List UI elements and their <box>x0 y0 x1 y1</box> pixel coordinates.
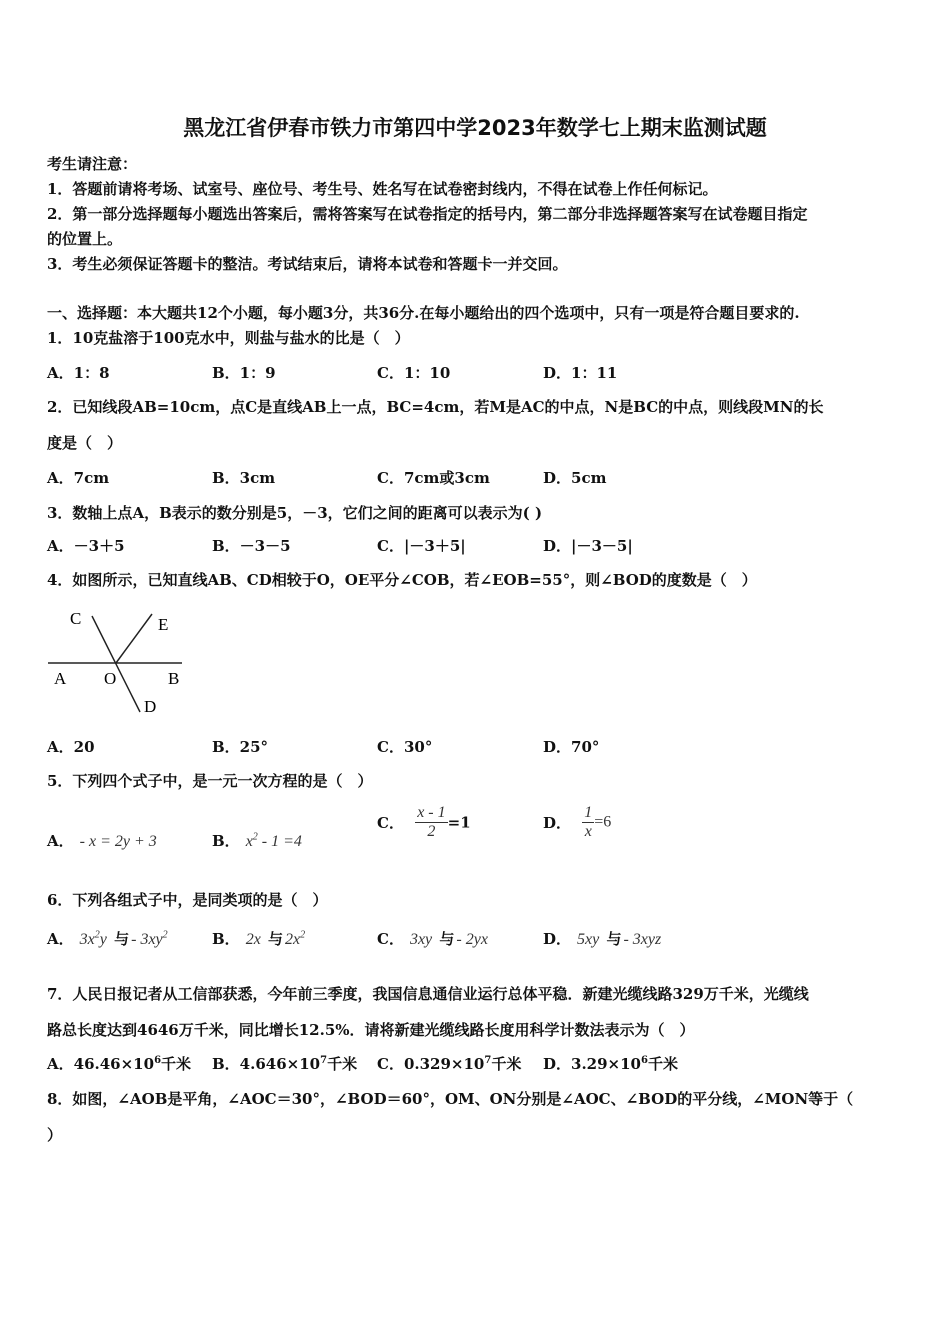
ray-oe <box>116 614 152 663</box>
q4-option-d: D．70° <box>543 738 600 756</box>
q5-c-label: C． <box>377 814 404 832</box>
q6-d-term2: - 3xyz <box>623 931 662 948</box>
notice-item-2-cont: 的位置上。 <box>47 230 123 248</box>
q6-d-with: 与 <box>606 930 622 948</box>
q5-stem: 5．下列四个式子中，是一元一次方程的是（ ） <box>47 772 373 790</box>
q6-option-a <box>47 928 168 949</box>
q7-d-unit: 千米 <box>647 1055 678 1073</box>
page-title: 黑龙江省伊春市铁力市第四中学2023年数学七上期末监测试题 <box>183 116 767 140</box>
notice-item-3: 3．考生必须保证答题卡的整洁。考试结束后，请将本试卷和答题卡一并交回。 <box>47 255 568 273</box>
q1-option-d: D．1：11 <box>543 364 618 382</box>
q5-c-numerator: x - 1 <box>417 804 446 821</box>
q5-b-rest: - 1 =4 <box>257 833 302 850</box>
q5-a-math: - x = 2y + 3 <box>79 833 157 850</box>
q6-b-term1: 2x <box>245 931 261 948</box>
label-a: A <box>54 669 67 688</box>
q5-option-b <box>212 830 302 851</box>
q2-stem: 2．已知线段AB=10cm，点C是直线AB上一点，BC=4cm，若M是AC的中点，N是BC的中点，则线段MN的长 <box>47 398 824 416</box>
q2-option-d: D．5cm <box>543 469 607 487</box>
q3-stem: 3．数轴上点A，B表示的数分别是5，－3，它们之间的距离可以表示为( ) <box>47 504 543 522</box>
q6-b-exp: 2 <box>300 929 306 941</box>
q7-option-a <box>47 1053 191 1074</box>
q7-option-b <box>212 1053 357 1074</box>
label-d: D <box>144 697 157 716</box>
q7-option-d <box>543 1053 678 1074</box>
section-heading: 一、选择题：本大题共12个小题，每小题3分，共36分.在每小题给出的四个选项中，只有一项是符合题目要求的. <box>47 304 800 322</box>
q6-b-term2: 2x <box>285 931 301 948</box>
q7-a-unit: 千米 <box>161 1055 192 1073</box>
q5-option-d <box>543 804 611 841</box>
q6-a-term1-y: y <box>99 931 107 948</box>
q4-option-a: A．20 <box>47 738 95 756</box>
q6-c-term2: - 2yx <box>456 931 488 948</box>
q7-b-exp: 7 <box>320 1055 328 1066</box>
q4-stem: 4．如图所示，已知直线AB、CD相较于O，OE平分∠COB，若∠EOB=55°，则∠BOD的度数是（ ） <box>47 571 757 589</box>
q5-b-label: B． <box>212 832 240 850</box>
q6-b-with: 与 <box>268 930 284 948</box>
q6-stem: 6．下列各组式子中，是同类项的是（ ） <box>47 891 328 909</box>
q2-option-b: B．3cm <box>212 469 276 487</box>
q4-option-c: C．30° <box>377 738 433 756</box>
q7-d-value: D．3.29×10 <box>543 1055 641 1073</box>
q6-b-label: B． <box>212 930 240 948</box>
q3-option-c: C．|－3＋5| <box>377 537 466 555</box>
label-e: E <box>158 615 169 634</box>
q5-b-exp: 2 <box>252 831 258 843</box>
q5-d-numerator: 1 <box>584 804 593 821</box>
q1-option-a: A．1：8 <box>47 364 110 382</box>
q6-a-label: A． <box>47 930 74 948</box>
q3-option-a: A．－3＋5 <box>47 537 125 555</box>
q3-option-d: D．|－3－5| <box>543 537 633 555</box>
q2-option-c: C．7cm或3cm <box>377 469 490 487</box>
q7-c-value: C．0.329×10 <box>377 1055 485 1073</box>
q1-option-c: C．1：10 <box>377 364 451 382</box>
q8-stem-cont: ） <box>47 1126 63 1144</box>
q7-a-value: A．46.46×10 <box>47 1055 155 1073</box>
q7-stem: 7．人民日报记者从工信部获悉，今年前三季度，我国信息通信业运行总体平稳．新建光缆线路329万千米，光缆线 <box>47 985 809 1003</box>
q6-c-term1: 3xy <box>409 931 433 948</box>
q7-a-exp: 6 <box>154 1055 162 1066</box>
q5-c-denominator: 2 <box>427 823 436 840</box>
q7-option-c <box>377 1053 521 1074</box>
q7-b-value: B．4.646×10 <box>212 1055 321 1073</box>
q6-a-with: 与 <box>114 930 130 948</box>
q5-a-label: A． <box>47 832 74 850</box>
q7-c-unit: 千米 <box>491 1055 522 1073</box>
q5-b-var: x <box>245 833 253 850</box>
q6-c-label: C． <box>377 930 404 948</box>
q6-d-term1: 5xy <box>577 931 600 948</box>
q5-d-denominator: x <box>584 823 592 840</box>
q6-option-d <box>543 928 661 949</box>
label-c: C <box>70 609 82 628</box>
label-o: O <box>104 669 117 688</box>
q5-option-c <box>377 804 471 841</box>
notice-item-1: 1．答题前请将考场、试室号、座位号、考生号、姓名写在试卷密封线内，不得在试卷上作任何标记。 <box>47 180 718 198</box>
q2-option-a: A．7cm <box>47 469 110 487</box>
q7-c-exp: 7 <box>484 1055 492 1066</box>
notice-item-2: 2．第一部分选择题每小题选出答案后，需将答案写在试卷指定的括号内，第二部分非选择题答案写在试卷题目指定 <box>47 205 808 223</box>
q7-stem-cont: 路总长度达到4646万千米，同比增长12.5%．请将新建光缆线路长度用科学计数法表示为（ ） <box>47 1021 695 1039</box>
label-b: B <box>168 669 180 688</box>
q3-option-b: B．－3－5 <box>212 537 291 555</box>
q6-c-with: 与 <box>439 930 455 948</box>
q6-option-b <box>212 928 305 949</box>
q6-a-exp2: 2 <box>162 929 168 941</box>
notice-heading: 考生请注意： <box>47 155 138 173</box>
q4-figure <box>40 600 200 722</box>
q6-a-exp1: 2 <box>94 929 100 941</box>
q6-option-c <box>377 928 488 949</box>
q4-option-b: B．25° <box>212 738 269 756</box>
q7-d-exp: 6 <box>640 1055 648 1066</box>
q7-b-unit: 千米 <box>327 1055 358 1073</box>
q6-a-term1: 3x <box>79 931 95 948</box>
q5-c-tail: =1 <box>447 813 471 832</box>
q6-d-label: D． <box>543 930 572 948</box>
q1-stem: 1．10克盐溶于100克水中，则盐与盐水的比是（ ） <box>47 329 410 347</box>
q5-d-label: D． <box>543 814 572 832</box>
q2-stem-cont: 度是（ ） <box>47 434 123 452</box>
q1-option-b: B．1：9 <box>212 364 276 382</box>
q6-a-term2: - 3xy <box>131 931 163 948</box>
q5-option-a <box>47 830 157 851</box>
q5-d-tail: =6 <box>594 813 612 831</box>
line-cd <box>92 616 140 712</box>
q8-stem: 8．如图，∠AOB是平角，∠AOC＝30°，∠BOD＝60°，OM、ON分别是∠AOC、∠BOD的平分线，∠MON等于（ <box>47 1090 854 1108</box>
